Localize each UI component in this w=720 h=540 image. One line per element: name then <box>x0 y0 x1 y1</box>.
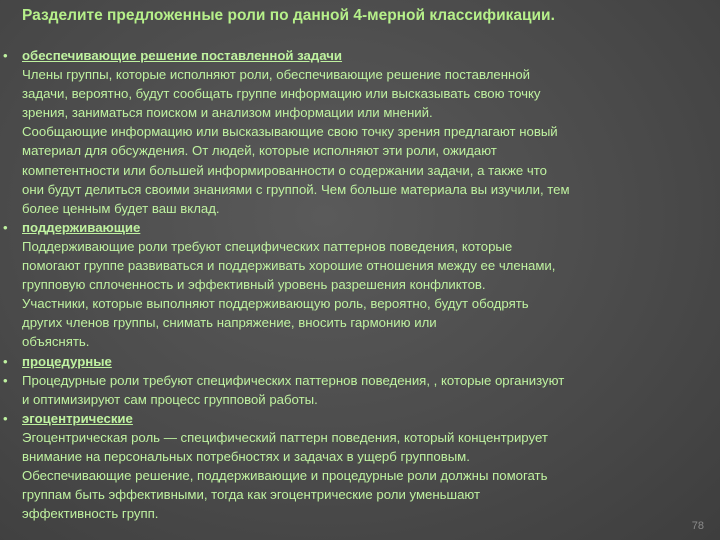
text-line <box>0 313 700 332</box>
text-line <box>0 390 700 409</box>
text-line <box>0 504 700 523</box>
section-heading <box>0 218 700 237</box>
text-line <box>0 371 700 390</box>
line-text: других членов группы, снимать напряжение, вносить гармонию или <box>22 315 437 331</box>
section-heading-text: поддерживающие <box>22 219 141 235</box>
text-line <box>0 199 700 218</box>
slide-body <box>0 46 700 523</box>
text-line <box>0 84 700 103</box>
text-line <box>0 485 700 504</box>
slide-title: Разделите предложенные роли по данной 4-мерной классификации. <box>22 7 555 24</box>
line-text: внимание на персональных потребностях и задачах в ущерб групповым. <box>22 448 470 464</box>
section-heading-text: эгоцентрические <box>22 410 133 426</box>
line-text: задачи, вероятно, будут сообщать группе информацию или высказывать свою точку <box>22 86 541 102</box>
line-text: группам быть эффективными, тогда как эгоцентрические роли уменьшают <box>22 487 481 503</box>
section-heading <box>0 409 700 428</box>
line-text: более ценным будет ваш вклад. <box>22 200 220 216</box>
text-line <box>0 275 700 294</box>
line-text: Поддерживающие роли требуют специфических паттернов поведения, которые <box>22 238 513 254</box>
line-text: Члены группы, которые исполняют роли, обеспечивающие решение поставленной <box>22 67 531 83</box>
text-line <box>0 466 700 485</box>
line-text: Процедурные роли требуют специфических паттернов поведения, , которые организуют <box>22 372 565 388</box>
bullet-icon: • <box>3 353 8 369</box>
page-number: 78 <box>691 520 704 532</box>
text-line <box>0 65 700 84</box>
section-heading-text: обеспечивающие решение поставленной задачи <box>22 48 343 63</box>
line-text: материал для обсуждения. От людей, которые исполняют эти роли, ожидают <box>22 143 497 159</box>
text-line <box>0 122 700 141</box>
line-text: Обеспечивающие решение, поддерживающие и процедурные роли должны помогать <box>22 468 548 484</box>
line-text: компетентности или большей информированности о содержании задачи, а также что <box>22 162 547 178</box>
line-text: групповую сплоченность и эффективный уровень разрешения конфликтов. <box>22 277 486 293</box>
line-text: помогают группе развиваться и поддерживать хорошие отношения между ее членами, <box>22 258 556 274</box>
line-text: Сообщающие информацию или высказывающие свою точку зрения предлагают новый <box>22 124 558 140</box>
text-line <box>0 161 700 180</box>
text-line <box>0 141 700 160</box>
section-heading <box>0 352 700 371</box>
bullet-icon: • <box>3 219 8 235</box>
line-text: и оптимизируют сам процесс групповой работы. <box>22 391 318 407</box>
bullet-icon: • <box>3 372 8 388</box>
line-text: объяснять. <box>22 334 90 350</box>
text-line <box>0 447 700 466</box>
text-line <box>0 180 700 199</box>
line-text: они будут делиться своими знаниями с группой. Чем больше материала вы изучили, тем <box>22 181 570 197</box>
bullet-icon: • <box>3 48 8 63</box>
line-text: Эгоцентрическая роль — специфический паттерн поведения, который концентрирует <box>22 429 548 445</box>
text-line <box>0 428 700 447</box>
text-line <box>0 294 700 313</box>
bullet-icon: • <box>3 410 8 426</box>
section-heading <box>0 46 700 65</box>
section-heading-text: процедурные <box>22 353 112 369</box>
text-line <box>0 237 700 256</box>
text-line <box>0 256 700 275</box>
line-text: эффективность групп. <box>22 506 159 522</box>
line-text: Участники, которые выполняют поддерживающую роль, вероятно, будут ободрять <box>22 296 529 312</box>
text-line <box>0 332 700 351</box>
text-line <box>0 103 700 122</box>
line-text: зрения, заниматься поиском и анализом информации или мнений. <box>22 105 433 121</box>
